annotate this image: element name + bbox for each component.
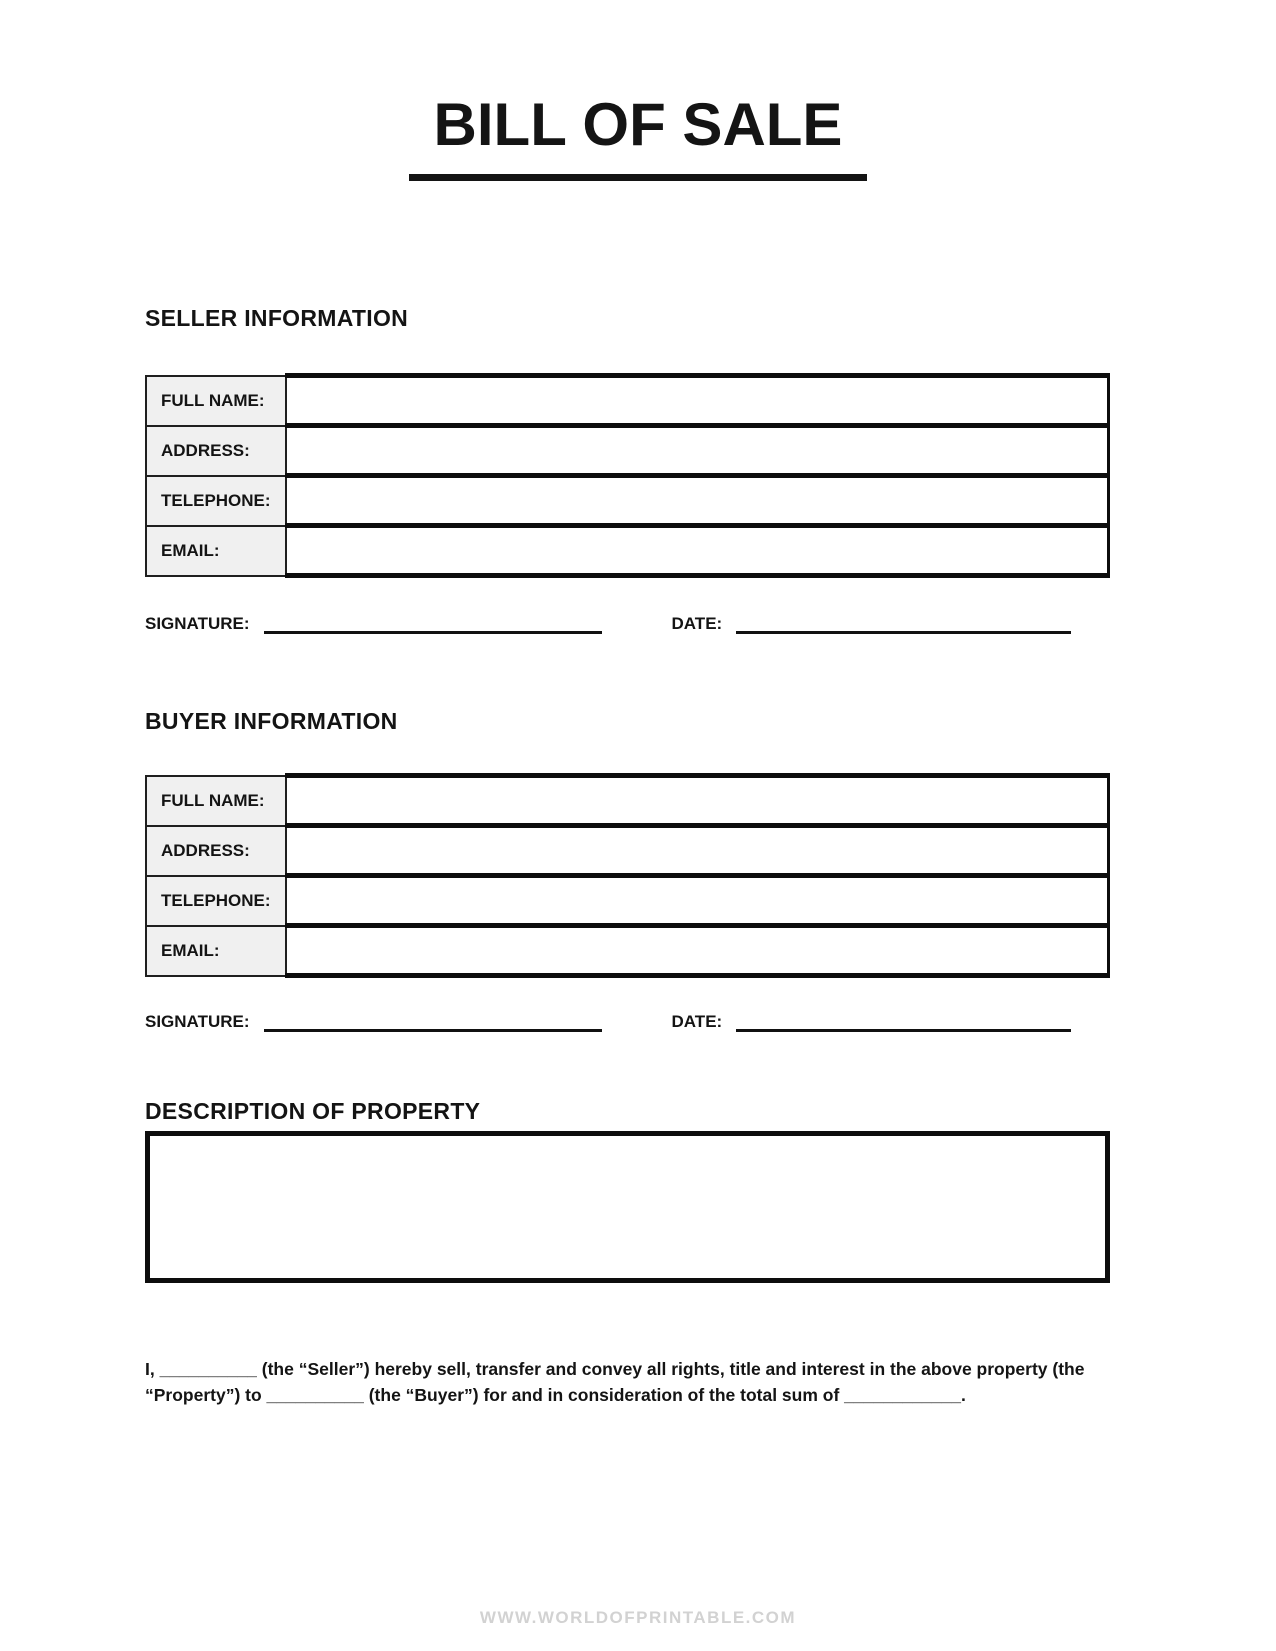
buyer-date-label: DATE: (671, 1012, 723, 1031)
table-row (146, 926, 1109, 976)
seller-full-name-field[interactable] (286, 376, 1109, 426)
property-section-heading: DESCRIPTION OF PROPERTY (145, 1098, 481, 1124)
property-description-box[interactable] (145, 1131, 1110, 1283)
table-row (146, 426, 1109, 476)
seller-telephone-label: TELEPHONE: (146, 476, 286, 526)
buyer-signature-label: SIGNATURE: (145, 1012, 250, 1031)
buyer-full-name-field[interactable] (286, 776, 1109, 826)
buyer-telephone-label: TELEPHONE: (146, 876, 286, 926)
title-block (0, 92, 1276, 181)
seller-address-field[interactable] (286, 426, 1109, 476)
seller-section-heading: SELLER INFORMATION (145, 305, 409, 331)
buyer-address-label: ADDRESS: (146, 826, 286, 876)
buyer-info-table (145, 773, 1110, 978)
seller-info-table (145, 373, 1110, 578)
table-row (146, 776, 1109, 826)
seller-signature-line[interactable] (264, 614, 602, 634)
table-row (146, 376, 1109, 426)
table-row (146, 876, 1109, 926)
buyer-telephone-field[interactable] (286, 876, 1109, 926)
seller-email-label: EMAIL: (146, 526, 286, 576)
seller-full-name-label: FULL NAME: (146, 376, 286, 426)
seller-date-label: DATE: (671, 614, 723, 633)
buyer-email-label: EMAIL: (146, 926, 286, 976)
seller-telephone-field[interactable] (286, 476, 1109, 526)
title-underline (409, 174, 867, 181)
buyer-date-line[interactable] (736, 1012, 1071, 1032)
buyer-signature-line[interactable] (264, 1012, 602, 1032)
seller-address-label: ADDRESS: (146, 426, 286, 476)
table-row (146, 526, 1109, 576)
table-row (146, 826, 1109, 876)
page-title: BILL OF SALE (433, 91, 843, 158)
buyer-email-field[interactable] (286, 926, 1109, 976)
footer-watermark: WWW.WORLDOFPRINTABLE.COM (479, 1608, 797, 1627)
buyer-full-name-label: FULL NAME: (146, 776, 286, 826)
legal-paragraph: I, __________ (the “Seller”) hereby sell, transfer and convey all rights, title and interest in the above property (the “Property”) to __________ (the “Buyer”) for and in consideration of the total sum of ____________. (145, 1359, 1085, 1406)
table-row (146, 476, 1109, 526)
buyer-address-field[interactable] (286, 826, 1109, 876)
seller-signature-label: SIGNATURE: (145, 614, 250, 633)
seller-email-field[interactable] (286, 526, 1109, 576)
seller-date-line[interactable] (736, 614, 1071, 634)
buyer-section-heading: BUYER INFORMATION (145, 708, 398, 734)
